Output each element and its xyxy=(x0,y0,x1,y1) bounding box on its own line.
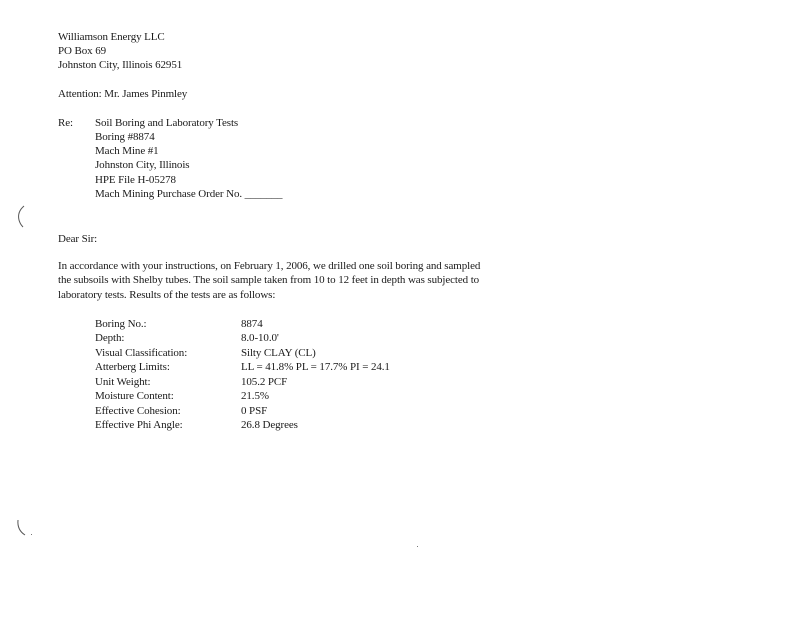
attention-line: Attention: Mr. James Pinmley xyxy=(58,88,188,100)
recipient-company: Williamson Energy LLC xyxy=(58,31,165,43)
body-line-2: the subsoils with Shelby tubes. The soil sample taken from 10 to 12 feet in depth was subjected to xyxy=(58,274,480,286)
result-label-unit-weight: Unit Weight: xyxy=(95,376,151,388)
re-purchase-order-line: Mach Mining Purchase Order No. _______ xyxy=(95,188,283,200)
punch-hole-mark-upper xyxy=(14,204,30,230)
result-value-effective-cohesion: 0 PSF xyxy=(241,405,268,417)
recipient-po-box: PO Box 69 xyxy=(58,45,106,57)
result-value-unit-weight: 105.2 PCF xyxy=(241,376,288,388)
result-value-atterberg-limits: LL = 41.8% PL = 17.7% PI = 24.1 xyxy=(241,361,390,373)
result-label-atterberg-limits: Atterberg Limits: xyxy=(95,361,170,373)
recipient-city-state-zip: Johnston City, Illinois 62951 xyxy=(58,59,183,71)
result-label-boring-no: Boring No.: xyxy=(95,318,147,330)
result-value-depth: 8.0-10.0' xyxy=(241,332,279,344)
body-line-1: In accordance with your instructions, on February 1, 2006, we drilled one soil boring and sampled xyxy=(58,260,481,272)
salutation: Dear Sir: xyxy=(58,233,98,245)
re-label: Re: xyxy=(58,117,73,129)
result-value-moisture-content: 21.5% xyxy=(241,390,269,402)
result-value-boring-no: 8874 xyxy=(241,318,263,330)
scan-speck xyxy=(417,546,418,547)
re-subject-line: Soil Boring and Laboratory Tests xyxy=(95,117,239,129)
result-label-effective-phi-angle: Effective Phi Angle: xyxy=(95,419,183,431)
result-label-effective-cohesion: Effective Cohesion: xyxy=(95,405,181,417)
re-file-line: HPE File H-05278 xyxy=(95,174,176,186)
punch-hole-mark-lower xyxy=(14,518,36,540)
result-label-visual-classification: Visual Classification: xyxy=(95,347,188,359)
result-value-effective-phi-angle: 26.8 Degrees xyxy=(241,419,298,431)
re-location-line: Johnston City, Illinois xyxy=(95,159,190,171)
result-label-depth: Depth: xyxy=(95,332,125,344)
re-mine-line: Mach Mine #1 xyxy=(95,145,159,157)
body-line-3: laboratory tests. Results of the tests are as follows: xyxy=(58,289,276,301)
result-value-visual-classification: Silty CLAY (CL) xyxy=(241,347,316,359)
re-boring-line: Boring #8874 xyxy=(95,131,155,143)
result-label-moisture-content: Moisture Content: xyxy=(95,390,174,402)
